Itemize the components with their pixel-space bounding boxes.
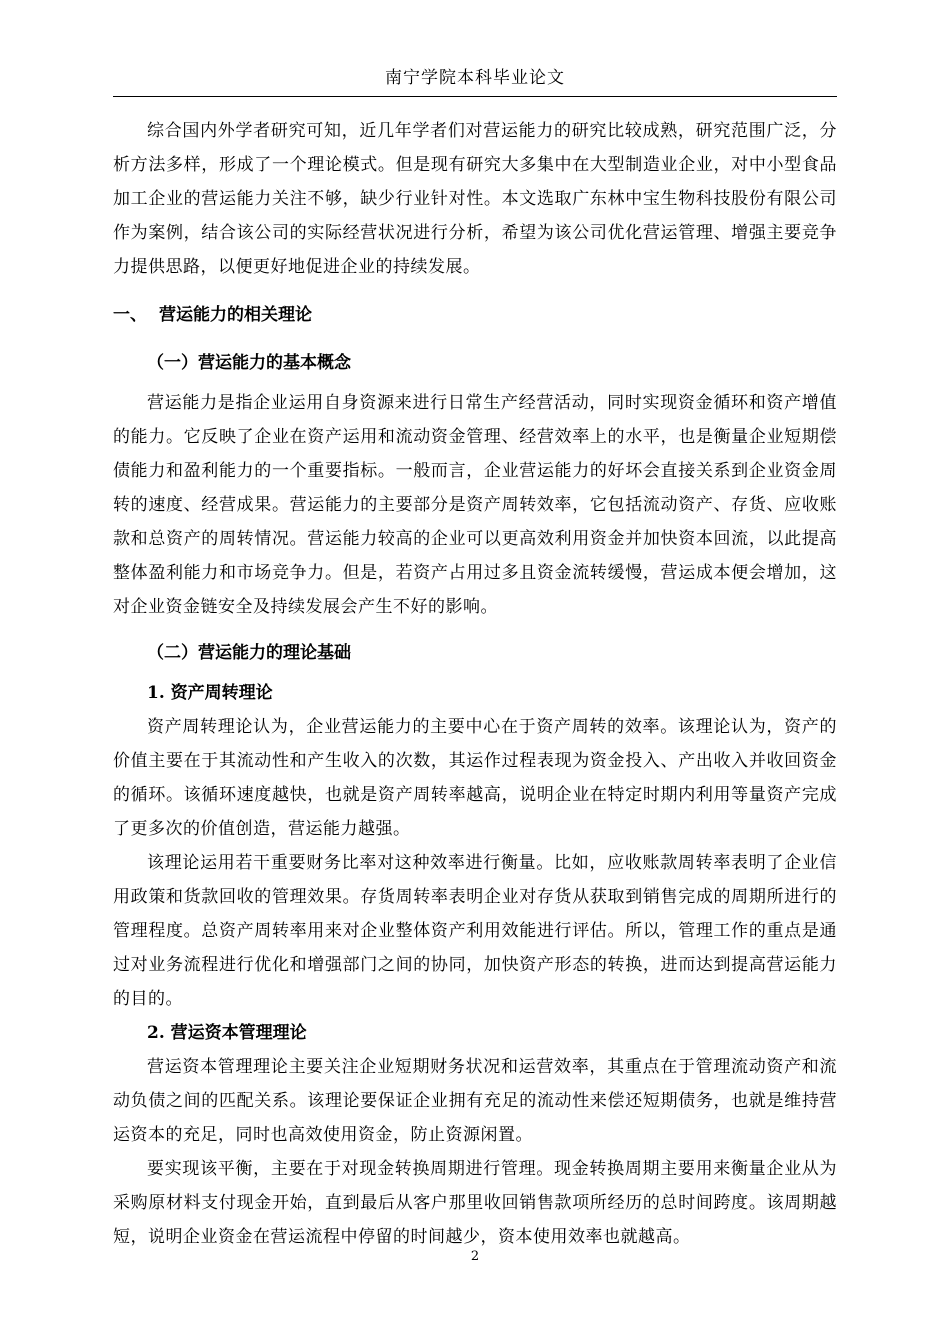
intro-paragraph: 综合国内外学者研究可知，近几年学者们对营运能力的研究比较成熟，研究范围广泛，分析方法多样，形成了一个理论模式。但是现有研究大多集中在大型制造业企业，对中小型食品加工企业的营运能力关注不够，缺少行业针对性。本文选取广东林中宝生物科技股份有限公司作为案例，结合该公司的实际经营状况进行分析，希望为该公司优化营运管理、增强主要竞争力提供思路，以便更好地促进企业的持续发展。 <box>113 121 837 277</box>
basic-concept-paragraph: 营运能力是指企业运用自身资源来进行日常生产经营活动，同时实现资金循环和资产增值的能力。它反映了企业在资产运用和流动资金管理、经营效率上的水平，也是衡量企业短期偿债能力和盈利能力的一个重要指标。一般而言，企业营运能力的好坏会直接关系到企业资金周转的速度、经营成果。营运能力的主要部分是资产周转效率，它包括流动资产、存货、应收账款和总资产的周转情况。营运能力较高的企业可以更高效利用资金并加快资本回流，以此提高整体盈利能力和市场竞争力。但是，若资产占用过多且资金流转缓慢，营运成本便会增加，这对企业资金链安全及持续发展会产生不好的影响。 <box>113 393 837 617</box>
item-heading-working-capital: 2. 营运资本管理理论 <box>147 1023 307 1043</box>
asset-turnover-paragraph-2: 该理论运用若干重要财务比率对这种效率进行衡量。比如，应收账款周转率表明了企业信用政策和货款回收的管理效果。存货周转率表明企业对存货从获取到销售完成的周期所进行的管理程度。总资产周转率用来对企业整体资产利用效能进行评估。所以，管理工作的重点是通过对业务流程进行优化和增强部门之间的协同，加快资产形态的转换，进而达到提高营运能力的目的。 <box>113 853 837 1009</box>
asset-turnover-paragraph-1: 资产周转理论认为，企业营运能力的主要中心在于资产周转的效率。该理论认为，资产的价值主要在于其流动性和产生收入的次数，其运作过程表现为资金投入、产出收入并收回资金的循环。该循环速度越快，也就是资产周转率越高，说明企业在特定时期内利用等量资产完成了更多次的价值创造，营运能力越强。 <box>113 717 837 839</box>
page-header <box>113 60 837 97</box>
item-heading-asset-turnover: 1. 资产周转理论 <box>147 683 273 703</box>
working-capital-paragraph-2: 要实现该平衡，主要在于对现金转换周期进行管理。现金转换周期主要用来衡量企业从为采购原材料支付现金开始，直到最后从客户那里收回销售款项所经历的总时间跨度。该周期越短，说明企业资金在营运流程中停留的时间越少，资本使用效率也就越高。 <box>113 1159 837 1247</box>
working-capital-paragraph-1: 营运资本管理理论主要关注企业短期财务状况和运营效率，其重点在于管理流动资产和流动负债之间的匹配关系。该理论要保证企业拥有充足的流动性来偿还短期债务，也就是维持营运资本的充足，同时也高效使用资金，防止资源闲置。 <box>113 1057 837 1145</box>
section-heading-1 <box>113 284 837 340</box>
subsection-heading-theory-basis: （二）营运能力的理论基础 <box>147 643 351 663</box>
document-body <box>113 114 837 1254</box>
section-title: 营运能力的相关理论 <box>159 305 312 325</box>
subsection-heading-basic-concept: （一）营运能力的基本概念 <box>147 353 351 373</box>
section-number: 一、 <box>113 305 147 325</box>
page-number: 2 <box>470 1249 480 1264</box>
header-title: 南宁学院本科毕业论文 <box>385 68 565 88</box>
